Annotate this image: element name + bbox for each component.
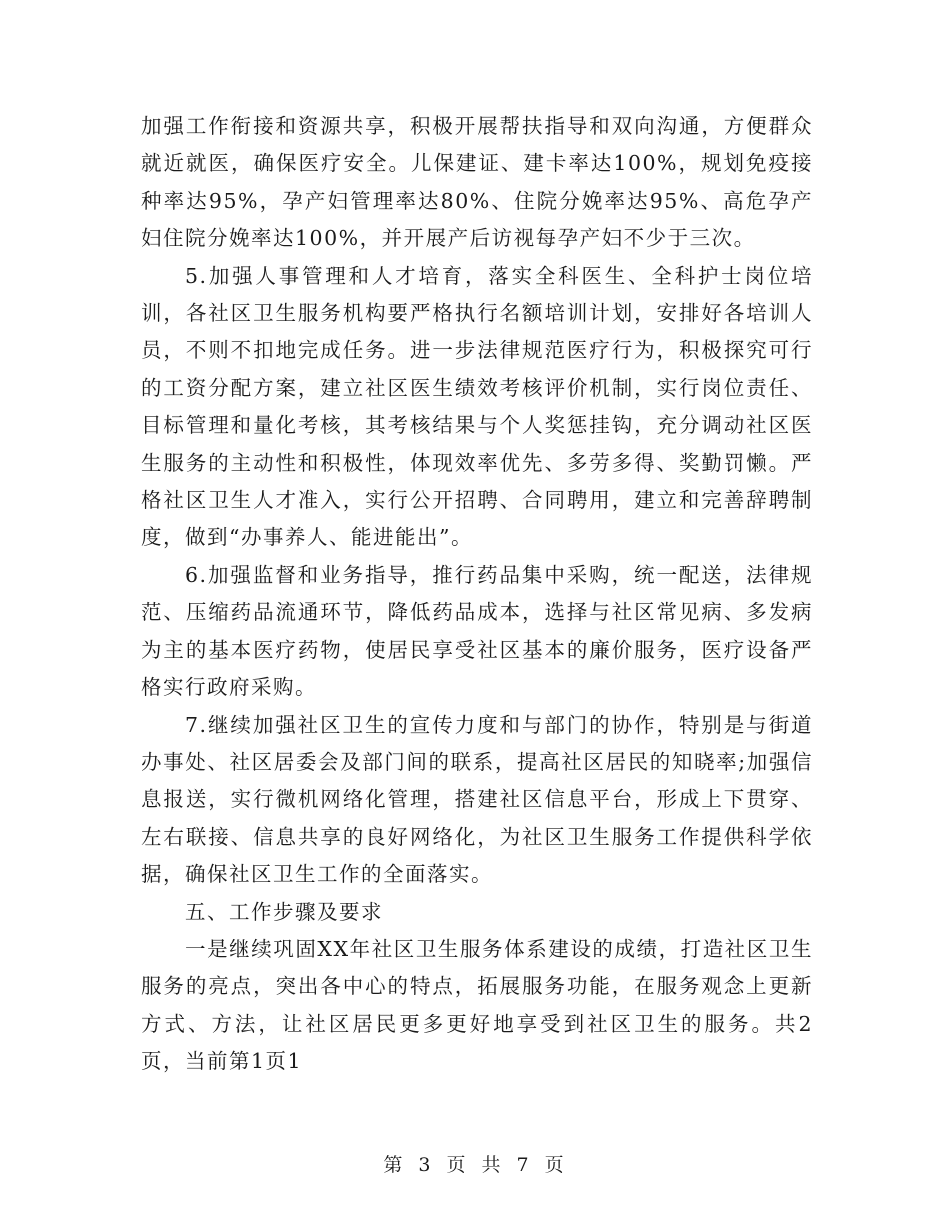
section-heading: 五、工作步骤及要求 [185, 899, 383, 924]
paragraph-item-6: 6.加强监督和业务指导，推行药品集中采购，统一配送，法律规范、压缩药品流通环节，降低药品成本，选择与社区常见病、多发病为主的基本医疗药物，使居民享受社区基本的廉价服务，医疗设备严格实行政府采购。 [141, 562, 813, 700]
paragraph-step-one: 一是继续巩固XX年社区卫生服务体系建设的成绩，打造社区卫生服务的亮点，突出各中心的特点，拓展服务功能，在服务观念上更新方式、方法，让社区居民更多更好地享受到社区卫生的服务。共2页，当前第1页1 [141, 936, 813, 1074]
paragraph-item-5: 5.加强人事管理和人才培育，落实全科医生、全科护士岗位培训，各社区卫生服务机构要严格执行名额培训计划，安排好各培训人员，不则不扣地完成任务。进一步法律规范医疗行为，积极探究可行的工资分配方案，建立社区医生绩效考核评价机制，实行岗位责任、目标管理和量化考核，其考核结果与个人奖惩挂钩，充分调动社区医生服务的主动性和积极性，体现效率优先、多劳多得、奖勤罚懒。严格社区卫生人才准入，实行公开招聘、合同聘用，建立和完善辞聘制度，做到“办事养人、能进能出”。 [141, 263, 813, 550]
document-body [141, 108, 813, 1081]
page-number-footer: 第 3 页 共 7 页 [383, 1154, 567, 1176]
paragraph-item-7: 7.继续加强社区卫生的宣传力度和与部门的协作，特别是与街道办事处、社区居委会及部门间的联系，提高社区居民的知晓率;加强信息报送，实行微机网络化管理，搭建社区信息平台，形成上下贯穿、左右联接、信息共享的良好网络化，为社区卫生服务工作提供科学依据，确保社区卫生工作的全面落实。 [141, 712, 813, 887]
paragraph-continuation: 加强工作衔接和资源共享，积极开展帮扶指导和双向沟通，方便群众就近就医，确保医疗安全。儿保建证、建卡率达100%，规划免疫接种率达95%，孕产妇管理率达80%、住院分娩率达95%、高危孕产妇住院分娩率达100%，并开展产后访视每孕产妇不少于三次。 [141, 114, 813, 251]
